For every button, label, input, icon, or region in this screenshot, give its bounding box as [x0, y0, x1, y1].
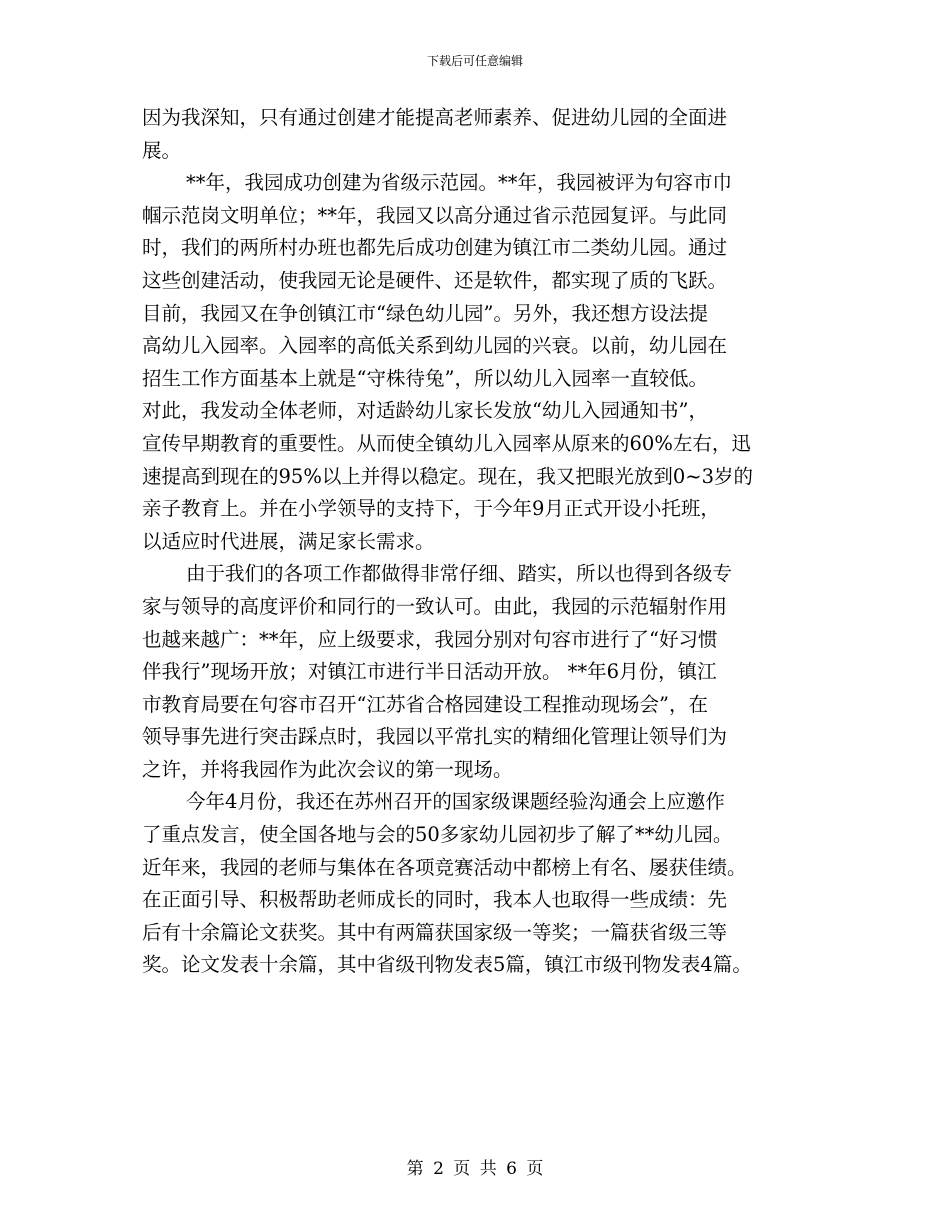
text-line: 这些创建活动，使我园无论是硬件、还是软件，都实现了质的飞跃。: [142, 268, 728, 292]
text-line: 因为我深知，只有通过创建才能提高老师素养、促进幼儿园的全面进: [142, 106, 728, 129]
text-line: 展。: [142, 138, 182, 162]
page-footer: 第 2 页 共 6 页: [406, 1159, 544, 1179]
text-line: 今年4月份，我还在苏州召开的国家级课题经验沟通会上应邀作: [186, 790, 725, 814]
text-line: 之许，并将我园作为此次会议的第一现场。: [142, 757, 513, 781]
text-line: **年，我园成功创建为省级示范园。**年，我园被评为句容市巾: [186, 171, 733, 195]
text-line: 速提高到现在的95%以上并得以稳定。现在，我又把眼光放到0~3岁的: [142, 464, 753, 488]
text-line: 宣传早期教育的重要性。从而使全镇幼儿入园率从原来的60%左右，迅: [142, 431, 751, 455]
text-line: 在正面引导、积极帮助老师成长的同时，我本人也取得一些成绩：先: [142, 888, 728, 912]
text-line: 对此，我发动全体老师，对适龄幼儿家长发放“幼儿入园通知书”，: [142, 399, 708, 423]
text-line: 招生工作方面基本上就是“守株待兔”，所以幼儿入园率一直较低。: [142, 366, 708, 390]
text-line: 家与领导的高度评价和同行的一致认可。由此，我园的示范辐射作用: [142, 594, 728, 618]
text-line: 也越来越广：**年，应上级要求，我园分别对句容市进行了“好习惯: [142, 627, 718, 651]
text-line: 帼示范岗文明单位；**年，我园又以高分通过省示范园复评。与此同: [142, 203, 728, 227]
text-line: 时，我们的两所村办班也都先后成功创建为镇江市二类幼儿园。通过: [142, 236, 728, 260]
text-line: 奖。论文发表十余篇，其中省级刊物发表5篇，镇江市级刊物发表4篇。: [142, 953, 752, 977]
text-line: 伴我行”现场开放；对镇江市进行半日活动开放。 **年6月份，镇江: [142, 660, 717, 684]
text-line: 后有十余篇论文获奖。其中有两篇获国家级一等奖；一篇获省级三等: [142, 920, 728, 944]
text-line: 领导事先进行突击踩点时，我园以平常扎实的精细化管理让领导们为: [142, 725, 728, 749]
text-line: 由于我们的各项工作都做得非常仔细、踏实，所以也得到各级专: [186, 562, 733, 586]
text-line: 了重点发言，使全国各地与会的50多家幼儿园初步了解了**幼儿园。: [142, 823, 733, 847]
text-line: 以适应时代进展，满足家长需求。: [142, 529, 435, 553]
text-line: 市教育局要在句容市召开“江苏省合格园建设工程推动现场会”，在: [142, 692, 708, 716]
text-line: 目前，我园又在争创镇江市“绿色幼儿园”。另外，我还想方设法提: [142, 301, 708, 325]
text-line: 近年来，我园的老师与集体在各项竞赛活动中都榜上有名、屡获佳绩。: [142, 855, 747, 879]
page-header: 下载后可任意编辑: [426, 54, 523, 68]
body-text: [142, 102, 832, 982]
text-line: 高幼儿入园率。入园率的高低关系到幼儿园的兴衰。以前，幼儿园在: [142, 334, 728, 358]
text-line: 亲子教育上。并在小学领导的支持下，于今年9月正式开设小托班，: [142, 497, 720, 521]
